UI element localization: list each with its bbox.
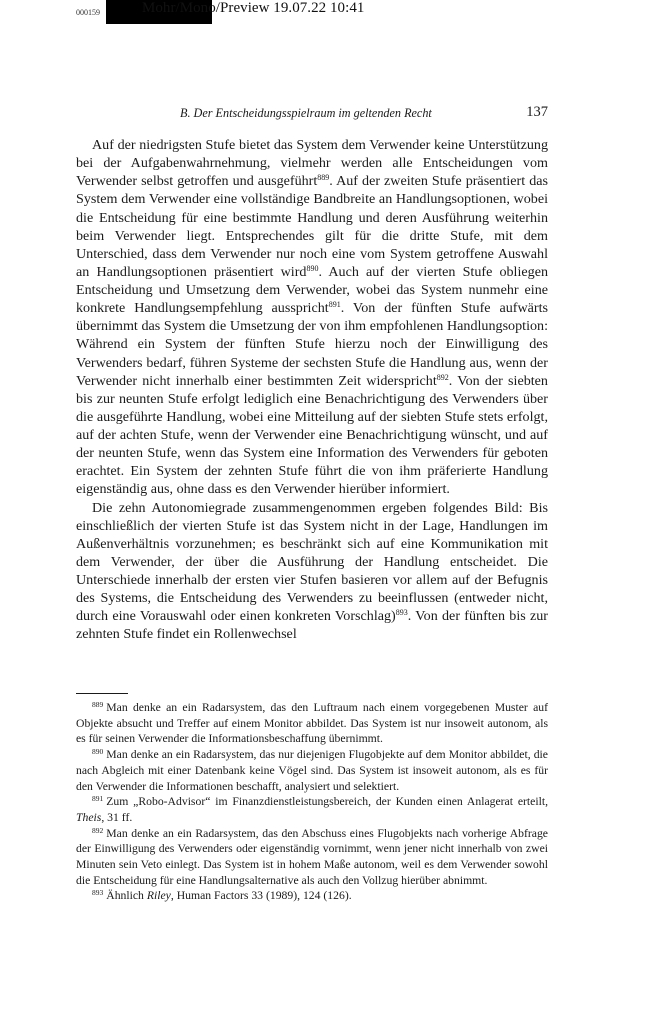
footnote-text: Man denke an ein Radarsystem, das den Abschuss eines Flugobjekts nach vorherige Abfrage der Einwilligung des Verwenders oder eigenständig vornimmt, wenn jener nicht innerhalb von zwei Minuten sein Veto einlegt. Das System ist in hohem Maße autonom, weil es dem Verwender sowohl die Entscheidung für eine Handlungsalternative als auch den Vollzug hierüber abnimmt. (76, 826, 548, 887)
running-head (76, 106, 548, 124)
footnote-text: , 31 ff. (101, 810, 133, 824)
text-run: . Von der fünften Stufe aufwärts übernimmt das System die Umsetzung der von ihm empfohlenen Handlungsoption: Während ein System der fünften Stufe hierzu noch der Einwilligung des Verwenders bedarf, führen Systeme der sechsten Stufe die Handlung aus, wenn der Verwender nicht innerhalb einer bestimmten Zeit widerspricht (76, 300, 548, 389)
footnote-number: 893 (92, 888, 104, 898)
footnote-893 (76, 888, 548, 904)
paragraph-1 (76, 136, 548, 499)
footnote-890 (76, 747, 548, 794)
text-run: . Von der fünften bis zur zehnten Stufe findet ein Rollenwechsel (76, 608, 548, 643)
text-run: Auf der niedrigsten Stufe bietet das System dem Verwender keine Unterstützung bei der Aufgabenwahrnehmung, vielmehr werden alle Entscheidungen vom Verwender selbst getroffen und ausgeführt (76, 137, 548, 190)
footnote-text: , Human Factors 33 (1989), 124 (126). (170, 889, 352, 903)
footnote-text: Man denke an ein Radarsystem, das den Luftraum nach einem vorgegebenen Muster auf Objekte absucht und Treffer auf einem Monitor abbildet. Das System ist nur insoweit autonom, als es für seinen Verwender die Informationsbeschaffung übernimmt. (76, 701, 548, 746)
body-text (76, 136, 548, 644)
page-number: 137 (526, 104, 548, 120)
footnote-number: 891 (92, 794, 104, 804)
footnote-text: Ähnlich (106, 889, 147, 903)
footnote-number: 892 (92, 825, 104, 835)
footnote-ref-889[interactable]: 889 (317, 173, 330, 183)
footnote-892 (76, 826, 548, 889)
text-run: . Auch auf der vierten Stufe obliegen Entscheidung und Umsetzung dem Verwender, wobei das System nunmehr eine konkrete Handlungsempfehlung ausspricht (76, 263, 548, 317)
footnote-ref-890[interactable]: 890 (306, 263, 319, 273)
text-run: . Auf der zweiten Stufe präsentiert das System dem Verwender eine vollständige Bandbreite an Handlungsoptionen, wobei die Entscheidung für eine bestimmte Handlung und deren Ausführung weiterhin beim Verwender liegt. Entsprechendes gilt für die dritte Stufe, mit dem Unterschied, dass dem Verwender nur noch eine vom System getroffene Auswahl an Handlungsoptionen präsentiert wird (76, 173, 548, 280)
footnote-ref-892[interactable]: 892 (436, 372, 449, 382)
footnote-separator (76, 693, 128, 694)
slug-id: 000159 (76, 8, 100, 17)
footnote-text: Zum „Robo-Advisor“ im Finanzdienstleistungsbereich, der Kunden einen Anlagerat erteilt, (106, 795, 548, 809)
footnotes (76, 700, 548, 904)
paragraph-2 (76, 499, 548, 644)
text-run: . Von der siebten bis zur neunten Stufe erfolgt lediglich eine Benachrichtigung des Verwenders über die ausgeführte Handlung, wobei eine Mitteilung auf der siebten Stufe stets erfolgt, auf der achten Stufe, wenn der Verwender eine Benachrichtigung wünscht, und auf der neunten Stufe, wenn das System eine Information des Verwenders für geboten erachtet. Ein System der zehnten Stufe führt die von ihm präferierte Handlung eigenständig aus, ohne dass es den Verwender hierüber informiert. (76, 372, 548, 498)
footnote-889 (76, 700, 548, 747)
footnote-author: Riley (146, 889, 171, 903)
running-head-title: B. Der Entscheidungsspielraum im geltenden Recht (180, 106, 432, 120)
footnote-891 (76, 794, 548, 825)
slug-text: Mohr/Mono/Preview 19.07.22 10:41 (142, 0, 365, 16)
footnote-number: 890 (92, 747, 104, 757)
text-run: Die zehn Autonomiegrade zusammengenommen ergeben folgendes Bild: Bis einschließlich der vierten Stufe ist das System nicht in der Lage, Handlungen im Außenverhältnis vorzunehmen; es beschränkt sich auf eine Kommunikation mit dem Verwender, der über die Ausführung der Handlung entscheidet. Die Unterschiede innerhalb der ersten vier Stufen basieren vor allem auf der Befugnis des Systems, die Entscheidung des Verwenders zu beeinflussen (entweder nicht, durch eine Vorauswahl oder einen konkreten Vorschlag) (76, 499, 548, 625)
footnote-ref-893[interactable]: 893 (395, 608, 408, 618)
footnote-author: Theis (76, 810, 102, 824)
footnote-text: Man denke an ein Radarsystem, das nur diejenigen Flugobjekte auf dem Monitor abbildet, die nach Abgleich mit einer Datenbank keine Vögel sind. Das System ist insoweit autonom, als es für den Verwender die Informationen beschafft, analysiert und selektiert. (76, 748, 548, 793)
footnote-ref-891[interactable]: 891 (328, 300, 341, 310)
footnote-number: 889 (92, 700, 104, 709)
